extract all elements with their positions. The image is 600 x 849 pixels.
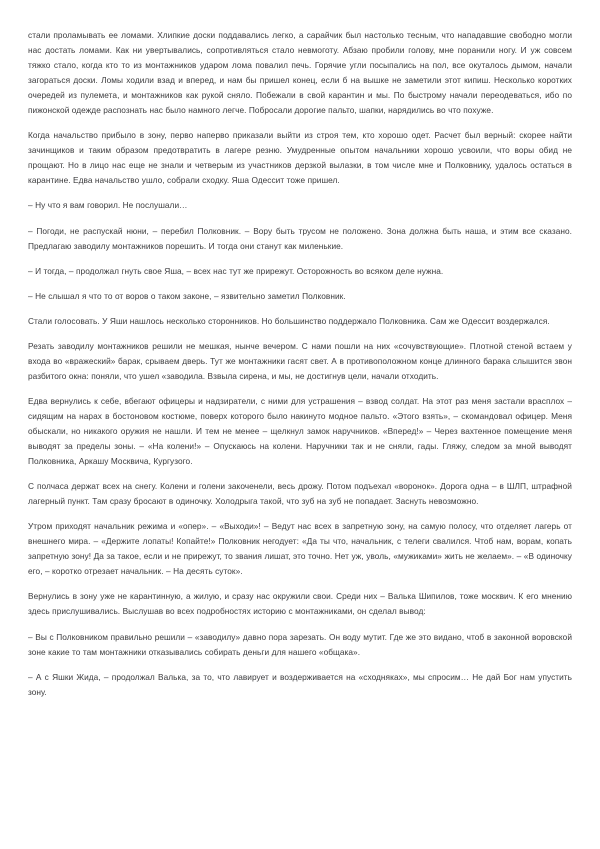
- paragraph-10: С полчаса держат всех на снегу. Колени и голени закоченели, весь дрожу. Потом подъехал «воронок». Дорога одна – в ШЛП, штрафной лагерный пункт. Там сразу бросают в одиночку. Холодрыга такой, что зуб на зуб не попадает. Заснуть невозможно.: [28, 481, 572, 507]
- paragraph-8: Резать заводилу монтажников решили не мешкая, нынче вечером. С нами пошли на них «сочувствующие». Плотной стеной встаем у входа во «вражеский» барак, срываем дверь. Тут же монтажники гасят свет. А в противоположном конце длинного барака слышится звон разбитого окна: поняли, что ушел «заводила. Взвыла сирена, и мы, не достигнув цели, начали отходить.: [28, 340, 572, 381]
- paragraph-14: – А с Яшки Жида, – продолжал Валька, за то, что лавирует и воздерживается на «сходняках», мы спросим… Не дай Бог нам упустить зону.: [28, 671, 572, 697]
- paragraph-4: – Погоди, не распускай нюни, – перебил Полковник. – Вору быть трусом не положено. Зона должна быть наша, и этим все сказано. Предлагаю заводилу монтажников порешить. И тогда они станут как миленькие.: [28, 225, 572, 251]
- paragraph-12: Вернулись в зону уже не карантинную, а жилую, и сразу нас окружили свои. Среди них – Валька Шипилов, тоже москвич. К его мнению здесь прислушивались. Выслушав во всех подробностях историю с монтажниками, он сделал вывод:: [28, 591, 572, 617]
- paragraph-9: Едва вернулись к себе, вбегают офицеры и надзиратели, с ними для устрашения – взвод солдат. На этот раз меня застали врасплох – сидящим на нарах в бостоновом костюме, поверх которого было накинуто модное пальто. «Этого взять», – скомандовал офицер. Меня обыскали, но никакого оружия не нашли. И тем не менее – щелкнул замок наручников. «Вперед!» – Через вахтенное помещение меня выводят за пределы зоны. – «На колени!» – Опускаюсь на колени. Наручники так и не сняли, гады. Гляжу, следом за мной выводят Полковника, Аркашу Москвича, Кургузого.: [28, 395, 572, 467]
- document-text-body: [28, 28, 572, 700]
- paragraph-11: Утром приходят начальник режима и «опер». – «Выходи»! – Ведут нас всех в запретную зону, на самую полосу, что отделяет лагерь от внешнего мира. – «Держите лопаты! Копайте!» Полковник негодует: «Да ты что, начальник, с телеги свалился. Чтоб нам, ворам, копать запретную зону! Да за такое, если и не прирежут, то звания лишат, это точно. Нет уж, уволь, «мужиками» жить не желаем». – «В одиночку его, – коротко отрезает начальник. – На десять суток».: [28, 521, 572, 577]
- paragraph-5: – И тогда, – продолжал гнуть свое Яша, – всех нас тут же прирежут. Осторожность во всяком деле нужна.: [28, 265, 444, 276]
- paragraph-1: стали проламывать ее ломами. Хлипкие доски поддавались легко, а сарайчик был настолько тесным, что нападавшие свободно могли нас достать ломами. Как ни увертывались, сопротивляться стало невмоготу. Абзаю пробили голову, мне поранили ногу. И уж совсем тяжко стало, когда кто то из монтажников ударом лома повалил печь. Горячие угли посыпались на пол, все окуталось дымом, начали загораться доски. Ломы ходили взад и вперед, и нам бы пришел конец, если б на вышке не заметили этот кипиш. Несколько коротких очередей из пулемета, и монтажников как рукой сняло. Побежали в свой карантин и мы. По быстрому начали переодеваться, ибо по пижонской одежде распознать нас было намного легче. Побросали дорогие пальто, шапки, нарядились во что похуже.: [28, 30, 572, 116]
- paragraph-6: – Не слышал я что то от воров о таком законе, – язвительно заметил Полковник.: [28, 290, 346, 301]
- paragraph-3: – Ну что я вам говорил. Не послушали…: [28, 200, 188, 211]
- paragraph-7: Стали голосовать. У Яши нашлось несколько сторонников. Но большинство поддержало Полковника. Сам же Одессит воздержался.: [28, 315, 550, 326]
- paragraph-13: – Вы с Полковником правильно решили – «заводилу» давно пора зарезать. Он воду мутит. Где же это видано, чтоб в законной воровской зоне какие то там монтажники отказывались собирать деньги для нашего «общака».: [28, 631, 572, 657]
- paragraph-2: Когда начальство прибыло в зону, перво наперво приказали выйти из строя тем, кто хорошо одет. Расчет был верный: скорее найти зачинщиков и таким образом предотвратить в лагере резню. Умудренные опытом начальники хорошо усвоили, что воры обид не прощают. Но в лицо нас еще не знали и четверым из участников дерзкой вылазки, в том числе мне и Полковнику, удалось остаться в карантине. Едва начальство ушло, собрали сходку. Яша Одессит тоже пришел.: [28, 130, 572, 186]
